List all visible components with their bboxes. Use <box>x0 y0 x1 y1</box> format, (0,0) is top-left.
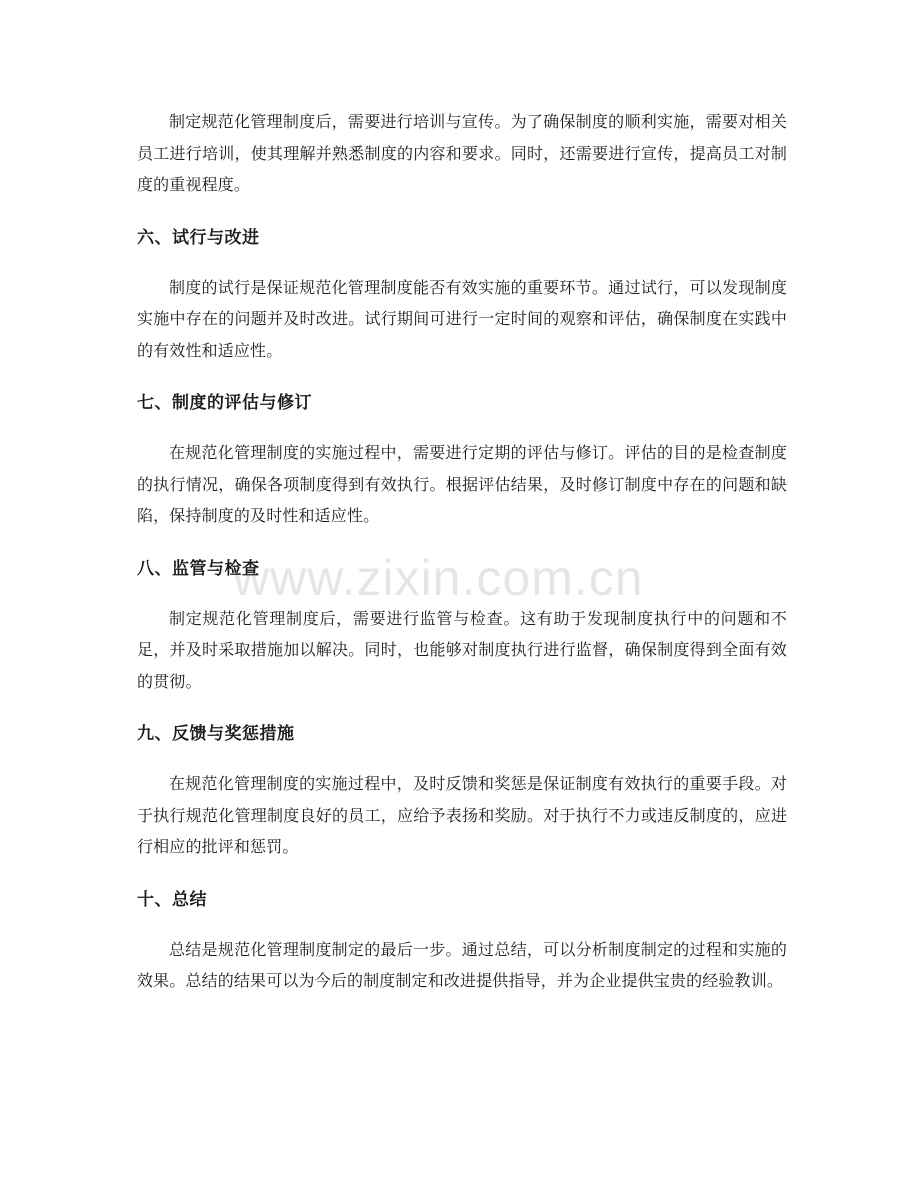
section-paragraph-9: 在规范化管理制度的实施过程中，及时反馈和奖惩是保证制度有效执行的重要手段。对于执行规范化管理制度良好的员工，应给予表扬和奖励。对于执行不力或违反制度的，应进行相应的批评和惩罚。 <box>137 774 787 856</box>
section-heading-10: 十、总结 <box>137 889 207 910</box>
watermark-text: www.zixin.com.cn <box>233 550 644 606</box>
section-heading-8: 八、监管与检查 <box>137 558 260 579</box>
intro-paragraph: 制定规范化管理制度后，需要进行培训与宣传。为了确保制度的顺利实施，需要对相关员工进行培训，使其理解并熟悉制度的内容和要求。同时，还需要进行宣传，提高员工对制度的重视程度。 <box>137 112 787 194</box>
section-paragraph-10: 总结是规范化管理制度制定的最后一步。通过总结，可以分析制度制定的过程和实施的效果。总结的结果可以为今后的制度制定和改进提供指导，并为企业提供宝贵的经验教训。 <box>137 939 787 990</box>
section-paragraph-6: 制度的试行是保证规范化管理制度能否有效实施的重要环节。通过试行，可以发现制度实施中存在的问题并及时改进。试行期间可进行一定时间的观察和评估，确保制度在实践中的有效性和适应性。 <box>137 277 787 360</box>
document-body <box>137 106 787 997</box>
section-heading-9: 九、反馈与奖惩措施 <box>137 724 295 744</box>
section-heading-7: 七、制度的评估与修订 <box>137 393 312 413</box>
section-paragraph-8: 制定规范化管理制度后，需要进行监管与检查。这有助于发现制度执行中的问题和不足，并及时采取措施加以解决。同时，也能够对制度执行进行监督，确保制度得到全面有效的贯彻。 <box>137 608 787 691</box>
section-heading-6: 六、试行与改进 <box>137 227 260 248</box>
section-paragraph-7: 在规范化管理制度的实施过程中，需要进行定期的评估与修订。评估的目的是检查制度的执行情况，确保各项制度得到有效执行。根据评估结果，及时修订制度中存在的问题和缺陷，保持制度的及时性和适应性。 <box>137 443 787 525</box>
